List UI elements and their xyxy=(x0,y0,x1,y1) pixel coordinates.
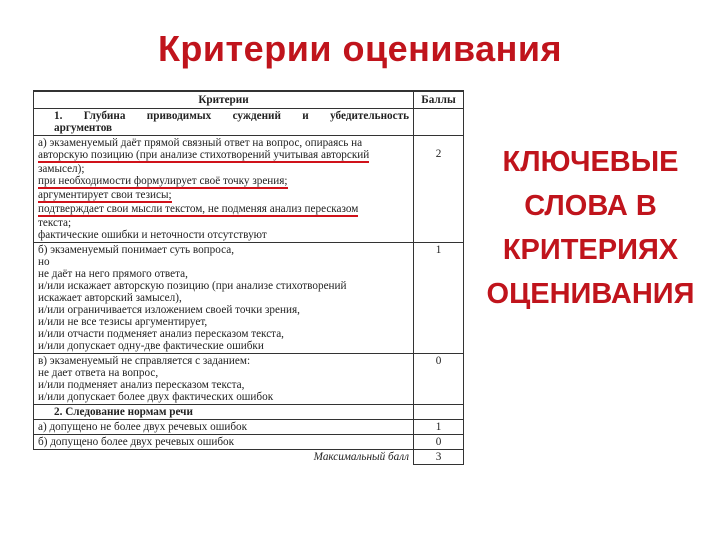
criterion-a-row xyxy=(34,136,464,243)
criterion-line-underlined: подтверждает свои мысли текстом, не подменяя анализ пересказом xyxy=(38,203,359,215)
header-criteria: Критерии xyxy=(34,91,414,109)
criterion-line: б) экзаменуемый понимает суть вопроса, xyxy=(38,244,235,256)
speech-a-score: 1 xyxy=(414,420,464,435)
max-score-value: 3 xyxy=(414,450,464,465)
section2-title-row xyxy=(34,405,464,420)
criterion-line: и/или отчасти подменяет анализ пересказом текста, xyxy=(38,328,284,340)
criterion-line xyxy=(38,189,409,203)
criterion-line: фактические ошибки и неточности отсутствуют xyxy=(38,229,267,241)
criterion-c-score: 0 xyxy=(414,354,464,405)
speech-a-text: а) допущено не более двух речевых ошибок xyxy=(34,420,414,435)
criterion-b-row xyxy=(34,243,464,354)
criterion-a-score: 2 xyxy=(414,136,464,243)
criterion-line: и/или допускает более двух фактических ошибок xyxy=(38,391,274,403)
criterion-b-text xyxy=(34,243,414,354)
key-words-line: СЛОВА В xyxy=(524,190,657,222)
criterion-a-text xyxy=(34,136,414,243)
criterion-line: не даёт на него прямого ответа, xyxy=(38,268,188,280)
criterion-line: но xyxy=(38,256,50,268)
speech-a-row xyxy=(34,420,464,435)
header-scores: Баллы xyxy=(414,91,464,109)
criterion-line xyxy=(38,175,409,189)
section1-title-row xyxy=(34,109,464,136)
criterion-line xyxy=(38,149,409,163)
criterion-c-row xyxy=(34,354,464,405)
criterion-line-underlined: при необходимости формулирует своё точку зрения; xyxy=(38,175,288,187)
criterion-line: и/или подменяет анализ пересказом текста, xyxy=(38,379,245,391)
speech-b-row xyxy=(34,435,464,450)
key-words-line: ОЦЕНИВАНИЯ xyxy=(486,278,695,310)
criterion-line: текста; xyxy=(38,217,72,229)
key-words-note xyxy=(478,140,703,316)
key-words-line: КЛЮЧЕВЫЕ xyxy=(502,146,679,178)
speech-b-score: 0 xyxy=(414,435,464,450)
max-score-label: Максимальный балл xyxy=(34,450,414,465)
criterion-line: а) экзаменуемый даёт прямой связный ответ на вопрос, опираясь на xyxy=(38,137,363,149)
section1-title-score xyxy=(414,109,464,136)
slide-title: Критерии оценивания xyxy=(157,28,563,69)
criterion-line-underlined: аргументирует свои тезисы; xyxy=(38,189,172,201)
criterion-line-underlined: авторскую позицию (при анализе стихотворений учитывая авторский xyxy=(38,149,370,161)
max-score-row xyxy=(34,450,464,465)
section2-title: 2. Следование нормам речи xyxy=(34,405,414,420)
criteria-table xyxy=(33,90,463,465)
section1-title xyxy=(34,109,414,136)
table-header-row xyxy=(34,91,464,109)
criterion-line: искажает авторский замысел), xyxy=(38,292,182,304)
criterion-line: не дает ответа на вопрос, xyxy=(38,367,159,379)
key-words-line: КРИТЕРИЯХ xyxy=(502,234,679,266)
criterion-line: и/или искажает авторскую позицию (при анализе стихотворений xyxy=(38,280,347,292)
section1-title-line: 1. Глубина приводимых суждений и убедительность xyxy=(54,110,409,122)
speech-b-text: б) допущено более двух речевых ошибок xyxy=(34,435,414,450)
criterion-b-score: 1 xyxy=(414,243,464,354)
criterion-line xyxy=(38,203,409,217)
criterion-c-text xyxy=(34,354,414,405)
section1-title-line: аргументов xyxy=(54,122,113,134)
criterion-line: и/или допускает одну-две фактические ошибки xyxy=(38,340,264,352)
section2-title-score xyxy=(414,405,464,420)
criterion-line: и/или не все тезисы аргументирует, xyxy=(38,316,208,328)
criterion-line: замысел); xyxy=(38,163,85,175)
criterion-line: в) экзаменуемый не справляется с заданием: xyxy=(38,355,251,367)
criterion-line: и/или ограничивается изложением своей точки зрения, xyxy=(38,304,300,316)
